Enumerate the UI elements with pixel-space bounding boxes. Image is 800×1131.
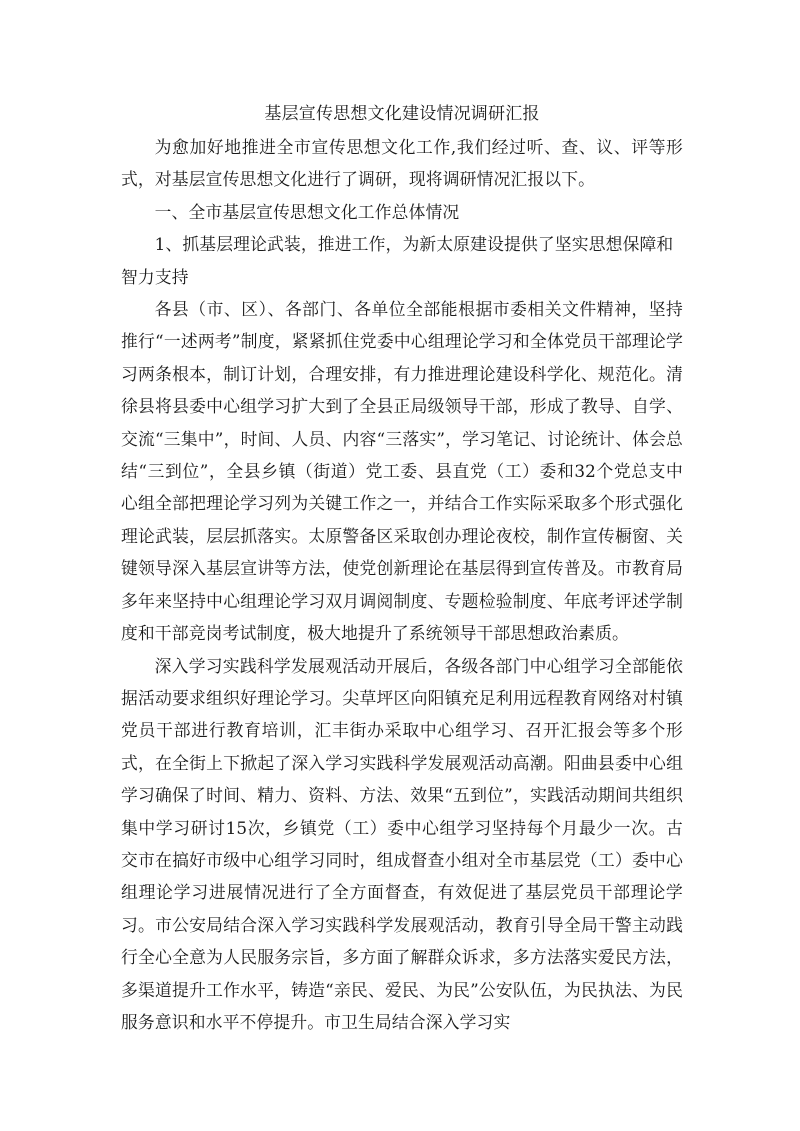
body-paragraph: 各县（市、区）、各部门、各单位全部能根据市委相关文件精神，坚持推行“一述两考”制度，紧紧抓住党委中心组理论学习和全体党员干部理论学习两条根本，制订计划，合理安排，有力推进理论建设科学化、规范化。清徐县将县委中心组学习扩大到了全县正局级领导干部，形成了教导、自学、交流“三集中”，时间、人员、内容“三落实”，学习笔记、讨论统计、体会总结“三到位”，全县乡镇（街道）党工委、县直党（工）委和32个党总支中心组全部把理论学习列为关键工作之一，并结合工作实际采取多个形式强化理论武装，层层抓落实。太原警备区采取创办理论夜校，制作宣传橱窗、关键领导深入基层宣讲等方法，使党创新理论在基层得到宣传普及。市教育局多年来坚持中心组理论学习双月调阅制度、专题检验制度、年底考评述学制度和干部竞岗考试制度，极大地提升了系统领导干部思想政治素质。 xyxy=(121,299,683,644)
intro-paragraph: 为愈加好地推进全市宣传思想文化工作,我们经过听、查、议、评等形式，对基层宣传思想文化进行了调研，现将调研情况汇报以下。 xyxy=(121,137,683,190)
document-body xyxy=(121,98,683,1038)
document-title: 基层宣传思想文化建设情况调研汇报 xyxy=(264,104,540,124)
body-paragraph: 深入学习实践科学发展观活动开展后，各级各部门中心组学习全部能依据活动要求组织好理论学习。尖草坪区向阳镇充足利用远程教育网络对村镇党员干部进行教育培训，汇丰街办采取中心组学习、召开汇报会等多个形式，在全街上下掀起了深入学习实践科学发展观活动高潮。阳曲县委中心组学习确保了时间、精力、资料、方法、效果“五到位”，实践活动期间共组织集中学习研讨15次，乡镇党（工）委中心组学习坚持每个月最少一次。古交市在搞好市级中心组学习同时，组成督查小组对全市基层党（工）委中心组理论学习进展情况进行了全方面督查，有效促进了基层党员干部理论学习。市公安局结合深入学习实践科学发展观活动，教育引导全局干警主动践行全心全意为人民服务宗旨，多方面了解群众诉求，多方法落实爱民方法，多渠道提升工作水平，铸造“亲民、爱民、为民”公安队伍，为民执法、为民服务意识和水平不停提升。市卫生局结合深入学习实 xyxy=(121,655,683,1032)
section-heading: 一、全市基层宣传思想文化工作总体情况 xyxy=(154,201,460,222)
subsection-heading: 1、抓基层理论武装，推进工作，为新太原建设提供了坚实思想保障和智力支持 xyxy=(121,234,674,287)
